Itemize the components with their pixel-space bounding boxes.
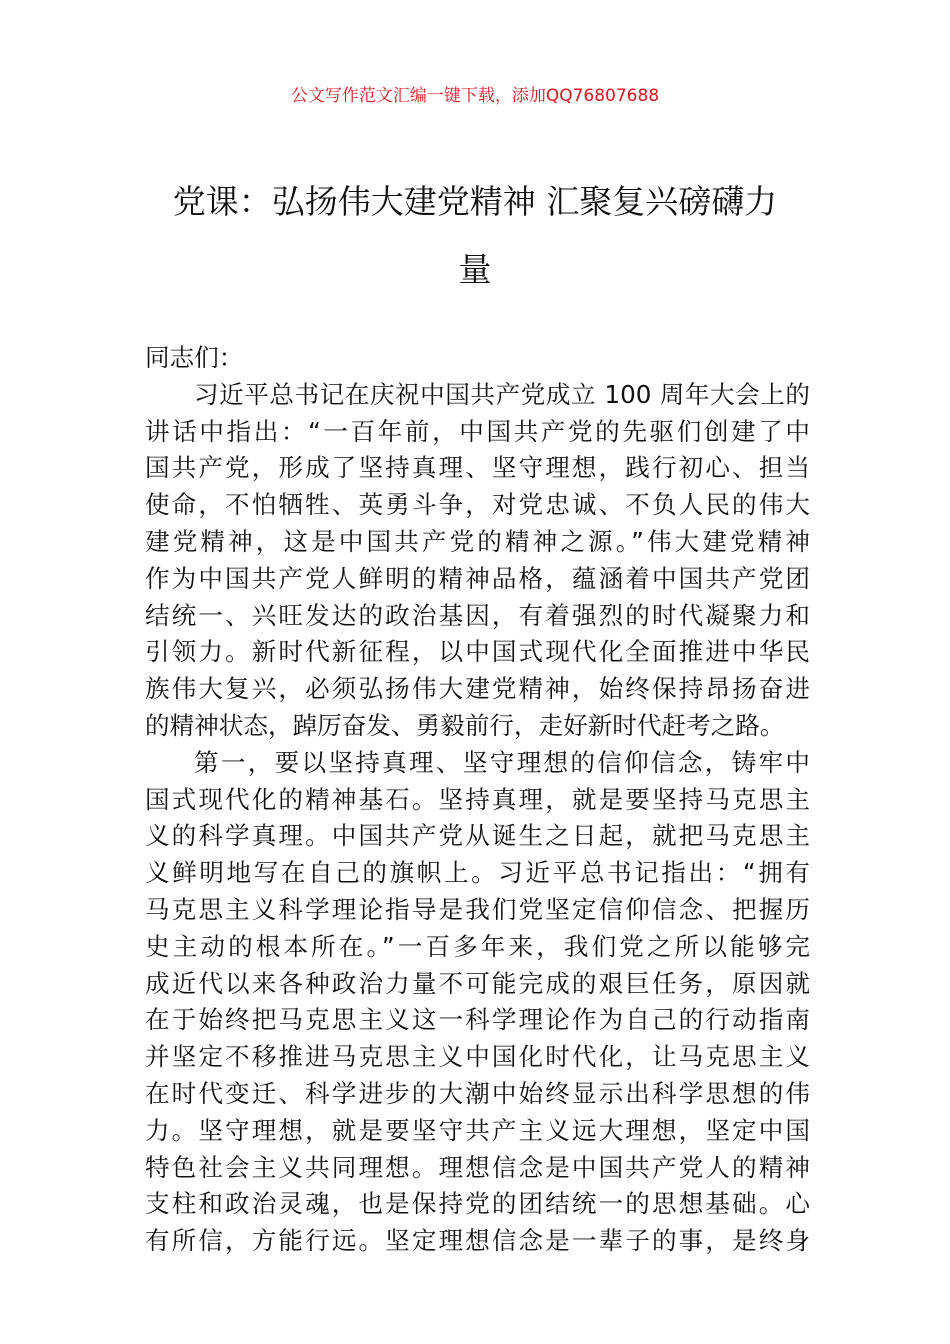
paragraph-2: [145, 745, 810, 1260]
paragraph-line: 引领力。新时代新征程，以中国式现代化全面推进中华民: [145, 637, 810, 667]
paragraph-line: 国式现代化的精神基石。坚持真理，就是要坚持马克思主: [145, 784, 810, 814]
paragraph-line: 第一，要以坚持真理、坚守理想的信仰信念，铸牢中: [194, 747, 810, 777]
paragraph-line: 力。坚守理想，就是要坚守共产主义远大理想，坚定中国: [145, 1115, 810, 1145]
document-body: [145, 340, 810, 1260]
paragraph-line: 义鲜明地写在自己的旗帜上。习近平总书记指出：“拥有: [145, 858, 810, 888]
paragraph-line: 成近代以来各种政治力量不可能完成的艰巨任务，原因就: [145, 968, 810, 998]
paragraph-line: 马克思主义科学理论指导是我们党坚定信仰信念、把握历: [145, 894, 810, 924]
paragraph-line: 建党精神，这是中国共产党的精神之源。”伟大建党精神: [145, 526, 810, 556]
paragraph-line: 有所信，方能行远。坚定理想信念是一辈子的事，是终身: [145, 1226, 810, 1256]
document-title-line-1: 党课：弘扬伟大建党精神 汇聚复兴磅礴力: [172, 182, 778, 221]
paragraph-line: 支柱和政治灵魂，也是保持党的团结统一的思想基础。心: [145, 1189, 810, 1219]
paragraph-line: 使命，不怕牺牲、英勇斗争，对党忠诚、不负人民的伟大: [145, 490, 810, 520]
paragraph-line: 习近平总书记在庆祝中国共产党成立 100 周年大会上的: [194, 379, 810, 409]
paragraph-line: 在于始终把马克思主义这一科学理论作为自己的行动指南: [145, 1005, 810, 1035]
document-title-line-2: 量: [458, 250, 492, 289]
paragraph-line: 国共产党，形成了坚持真理、坚守理想，践行初心、担当: [145, 453, 810, 483]
paragraph-line: 在时代变迁、科学进步的大潮中始终显示出科学思想的伟: [145, 1078, 810, 1108]
paragraph-line: 的精神状态，踔厉奋发、勇毅前行，走好新时代赶考之路。: [145, 710, 785, 740]
paragraph-line: 讲话中指出：“一百年前，中国共产党的先驱们创建了中: [145, 416, 810, 446]
paragraph-line: 并坚定不移推进马克思主义中国化时代化，让马克思主义: [145, 1042, 810, 1072]
paragraph-line: 结统一、兴旺发达的政治基因，有着强烈的时代凝聚力和: [145, 600, 810, 630]
paragraph-line: 史主动的根本所在。”一百多年来，我们党之所以能够完: [145, 931, 810, 961]
paragraph-1: [145, 377, 810, 745]
paragraph-line: 义的科学真理。中国共产党从诞生之日起，就把马克思主: [145, 821, 810, 851]
download-watermark: 公文写作范文汇编一键下载，添加QQ76807688: [290, 86, 660, 106]
salutation: 同志们：: [145, 343, 244, 372]
paragraph-line: 族伟大复兴，必须弘扬伟大建党精神，始终保持昂扬奋进: [145, 674, 810, 704]
paragraph-line: 特色社会主义共同理想。理想信念是中国共产党人的精神: [145, 1152, 810, 1182]
paragraph-line: 作为中国共产党人鲜明的精神品格，蕴涵着中国共产党团: [145, 563, 810, 593]
